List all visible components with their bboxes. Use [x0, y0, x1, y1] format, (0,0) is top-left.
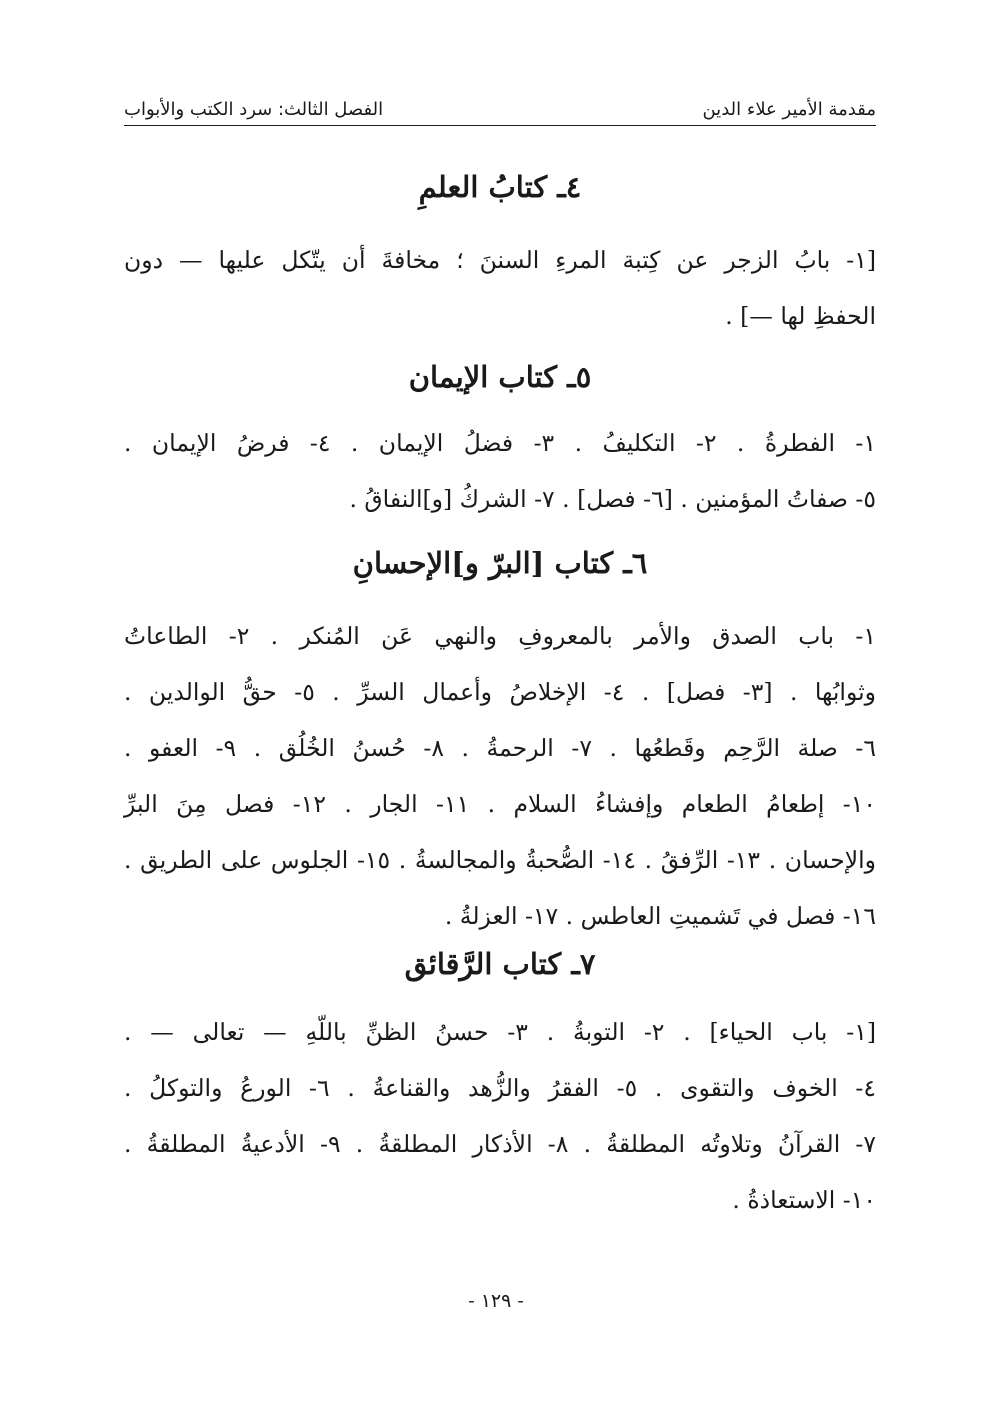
section-title-knowledge: ٤ـ كتابُ العلمِ	[418, 170, 582, 204]
header-rule	[124, 125, 876, 126]
text-line: ١٠- إطعامُ الطعام وإفشاءُ السلام . ١١- الجار . ١٢- فصل مِنَ البرِّ	[124, 790, 877, 818]
text-line: والإحسان . ١٣- الرِّفقُ . ١٤- الصُّحبةُ والمجالسةُ . ١٥- الجلوس على الطريق .	[124, 846, 877, 874]
text-line: ٥- صفاتُ المؤمنين . [٦- فصل] . ٧- الشركُ [و]النفاقُ .	[349, 485, 876, 513]
text-line: وثوابُها . [٣- فصل] . ٤- الإخلاصُ وأعمال السرِّ . ٥- حقُّ الوالدين .	[124, 678, 876, 706]
running-header	[124, 90, 876, 120]
section-body-knowledge	[124, 232, 876, 344]
text-line: [١- باب الحياء] . ٢- التوبةُ . ٣- حسنُ الظنِّ باللّهِ — تعالى — .	[124, 1018, 876, 1046]
text-line: ٤- الخوف والتقوى . ٥- الفقرُ والزُّهد والقناعةُ . ٦- الورعُ والتوكلُ .	[124, 1074, 876, 1102]
section-title-righteousness: ٦ـ كتاب [البرّ و]الإحسانِ	[352, 546, 648, 580]
text-line: ١٠- الاستعاذةُ .	[732, 1186, 876, 1214]
text-line: ١٦- فصل في تَشميتِ العاطس . ١٧- العزلةُ .	[444, 902, 876, 930]
section-title-heart-softeners: ٧ـ كتاب الرَّقائق	[404, 947, 596, 981]
text-line: الحفظِ لها —] .	[725, 302, 876, 330]
header-book-title: مقدمة الأمير علاء الدين	[702, 99, 876, 120]
text-line: ٦- صلة الرَّحِم وقَطعُها . ٧- الرحمةُ . ٨- حُسنُ الخُلُق . ٩- العفو .	[124, 734, 876, 762]
text-line: ١- الفطرةُ . ٢- التكليفُ . ٣- فضلُ الإيمان . ٤- فرضُ الإيمان .	[124, 429, 876, 457]
section-body-righteousness	[124, 608, 876, 944]
section-body-heart-softeners	[124, 1004, 876, 1228]
text-line: ٧- القرآنُ وتلاوتُه المطلقةُ . ٨- الأذكار المطلقةُ . ٩- الأدعيةُ المطلقةُ .	[124, 1130, 876, 1158]
header-chapter-title: الفصل الثالث: سرد الكتب والأبواب	[124, 99, 384, 120]
section-body-faith	[124, 415, 876, 527]
text-line: [١- بابُ الزجر عن كِتبة المرءِ السننَ ؛ مخافةَ أن يتّكل عليها — دون	[124, 246, 876, 274]
page-number: - ١٢٩ -	[468, 1290, 524, 1312]
text-line: ١- باب الصدق والأمر بالمعروفِ والنهي عَن المُنكر . ٢- الطاعاتُ	[124, 622, 876, 650]
section-title-faith: ٥ـ كتاب الإيمان	[408, 360, 592, 394]
